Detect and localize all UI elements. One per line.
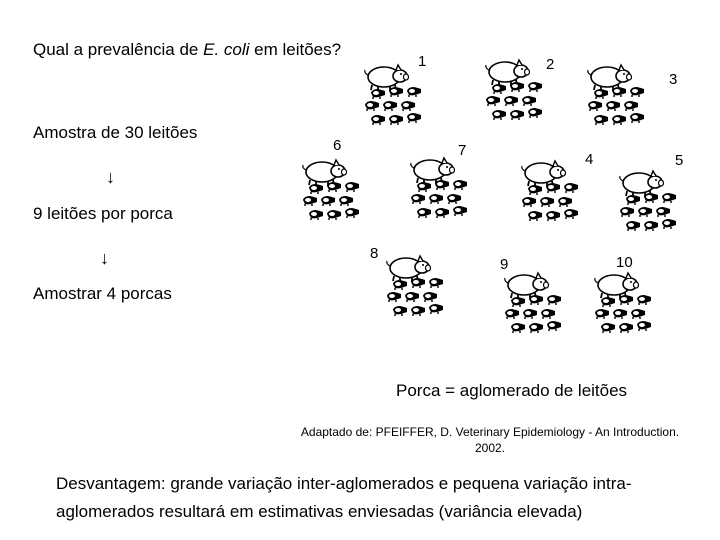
piglet-icon [428, 303, 444, 314]
piglet-icon [636, 294, 652, 305]
piglet-icon [612, 308, 628, 319]
piglet-icon [344, 207, 360, 218]
title-italic: E. coli [203, 40, 250, 59]
piglet-icon [404, 291, 420, 302]
down-arrow-icon: ↓ [100, 248, 109, 268]
piglet-icon [593, 88, 609, 99]
piglet-icon [527, 210, 543, 221]
piglet-icon [416, 207, 432, 218]
piglet-icon [636, 320, 652, 331]
piglet-icon [522, 308, 538, 319]
piglet-icon [410, 193, 426, 204]
question-title [33, 40, 341, 60]
piglet-icon [388, 86, 404, 97]
cluster-number-6: 6 [333, 137, 342, 154]
piglet-icon [527, 107, 543, 118]
piglet-icon [510, 322, 526, 333]
piglet-icon [619, 206, 635, 217]
piglet-icon [629, 112, 645, 123]
piglet-icon [510, 296, 526, 307]
title-suffix: em leitões? [249, 40, 342, 59]
piglet-icon [539, 196, 555, 207]
piglet-icon [382, 100, 398, 111]
piglet-icon [540, 308, 556, 319]
cluster-definition: Porca = aglomerado de leitões [396, 381, 628, 400]
piglet-icon [388, 114, 404, 125]
piglet-icon [593, 114, 609, 125]
piglet-icon [446, 193, 462, 204]
piglet-icon [587, 100, 603, 111]
piglet-icon [661, 218, 677, 229]
piglet-icon [428, 277, 444, 288]
title-prefix: Qual a prevalência de [33, 40, 204, 59]
piglet-icon [630, 308, 646, 319]
piglet-icon [452, 205, 468, 216]
piglet-icon [655, 206, 671, 217]
piglet-icon [338, 195, 354, 206]
piglet-icon [545, 210, 561, 221]
piglet-icon [611, 86, 627, 97]
piglet-icon [344, 181, 360, 192]
cluster-number-5: 5 [675, 152, 684, 169]
piglet-icon [546, 294, 562, 305]
piglet-icon [386, 291, 402, 302]
piglet-icon [326, 209, 342, 220]
piglet-icon [370, 114, 386, 125]
piglet-icon [491, 83, 507, 94]
piglet-icon [428, 193, 444, 204]
piglet-icon [491, 109, 507, 120]
piglet-icon [594, 308, 610, 319]
piglet-icon [509, 109, 525, 120]
piglet-icon [528, 322, 544, 333]
disadvantage-text: Desvantagem: grande variação inter-aglomerados e pequena variação intra-aglomerados resultará em estimativas enviesadas (variância elevada) [56, 474, 632, 521]
piglet-icon [521, 196, 537, 207]
piglet-icon [527, 81, 543, 92]
piglet-icon [434, 179, 450, 190]
citation: Adaptado de: PFEIFFER, D. Veterinary Epidemiology - An Introduction. 2002. [300, 425, 680, 455]
piglet-icon [504, 308, 520, 319]
piglet-icon [611, 114, 627, 125]
piglet-icon [370, 88, 386, 99]
piglet-icon [600, 322, 616, 333]
piglet-icon [509, 81, 525, 92]
cluster-number-8: 8 [370, 245, 379, 262]
piglet-icon [406, 86, 422, 97]
piglet-icon [643, 220, 659, 231]
cluster-number-2: 2 [546, 56, 555, 73]
cluster-number-3: 3 [669, 71, 678, 88]
piglet-icon [546, 320, 562, 331]
piglet-icon [326, 181, 342, 192]
piglet-icon [521, 95, 537, 106]
piglet-icon [643, 192, 659, 203]
piglet-icon [527, 184, 543, 195]
cluster-number-1: 1 [418, 53, 427, 70]
piglet-icon [503, 95, 519, 106]
piglet-icon [410, 305, 426, 316]
piglet-icon [661, 192, 677, 203]
piglet-icon [422, 291, 438, 302]
piglet-icon [320, 195, 336, 206]
sample-size-text: Amostra de 30 leitões [33, 123, 198, 142]
down-arrow-icon: ↓ [106, 167, 115, 187]
piglets-per-sow-text: 9 leitões por porca [33, 204, 173, 223]
cluster-number-10: 10 [616, 254, 633, 271]
piglet-icon [563, 208, 579, 219]
piglet-icon [434, 207, 450, 218]
cluster-number-4: 4 [585, 151, 594, 168]
piglet-icon [302, 195, 318, 206]
piglet-icon [528, 294, 544, 305]
piglet-icon [625, 194, 641, 205]
piglet-icon [629, 86, 645, 97]
piglet-icon [623, 100, 639, 111]
piglet-icon [410, 277, 426, 288]
piglet-icon [406, 112, 422, 123]
piglet-icon [452, 179, 468, 190]
piglet-icon [625, 220, 641, 231]
piglet-icon [618, 322, 634, 333]
piglet-icon [618, 294, 634, 305]
piglet-icon [308, 183, 324, 194]
piglet-icon [400, 100, 416, 111]
piglet-icon [563, 182, 579, 193]
sample-sows-text: Amostrar 4 porcas [33, 284, 172, 303]
cluster-number-7: 7 [458, 142, 467, 159]
piglet-icon [308, 209, 324, 220]
cluster-number-9: 9 [500, 256, 509, 273]
piglet-icon [416, 181, 432, 192]
piglet-icon [392, 279, 408, 290]
piglet-icon [557, 196, 573, 207]
piglet-icon [637, 206, 653, 217]
piglet-icon [364, 100, 380, 111]
piglet-icon [545, 182, 561, 193]
piglet-icon [600, 296, 616, 307]
piglet-icon [392, 305, 408, 316]
piglet-icon [605, 100, 621, 111]
piglet-icon [485, 95, 501, 106]
